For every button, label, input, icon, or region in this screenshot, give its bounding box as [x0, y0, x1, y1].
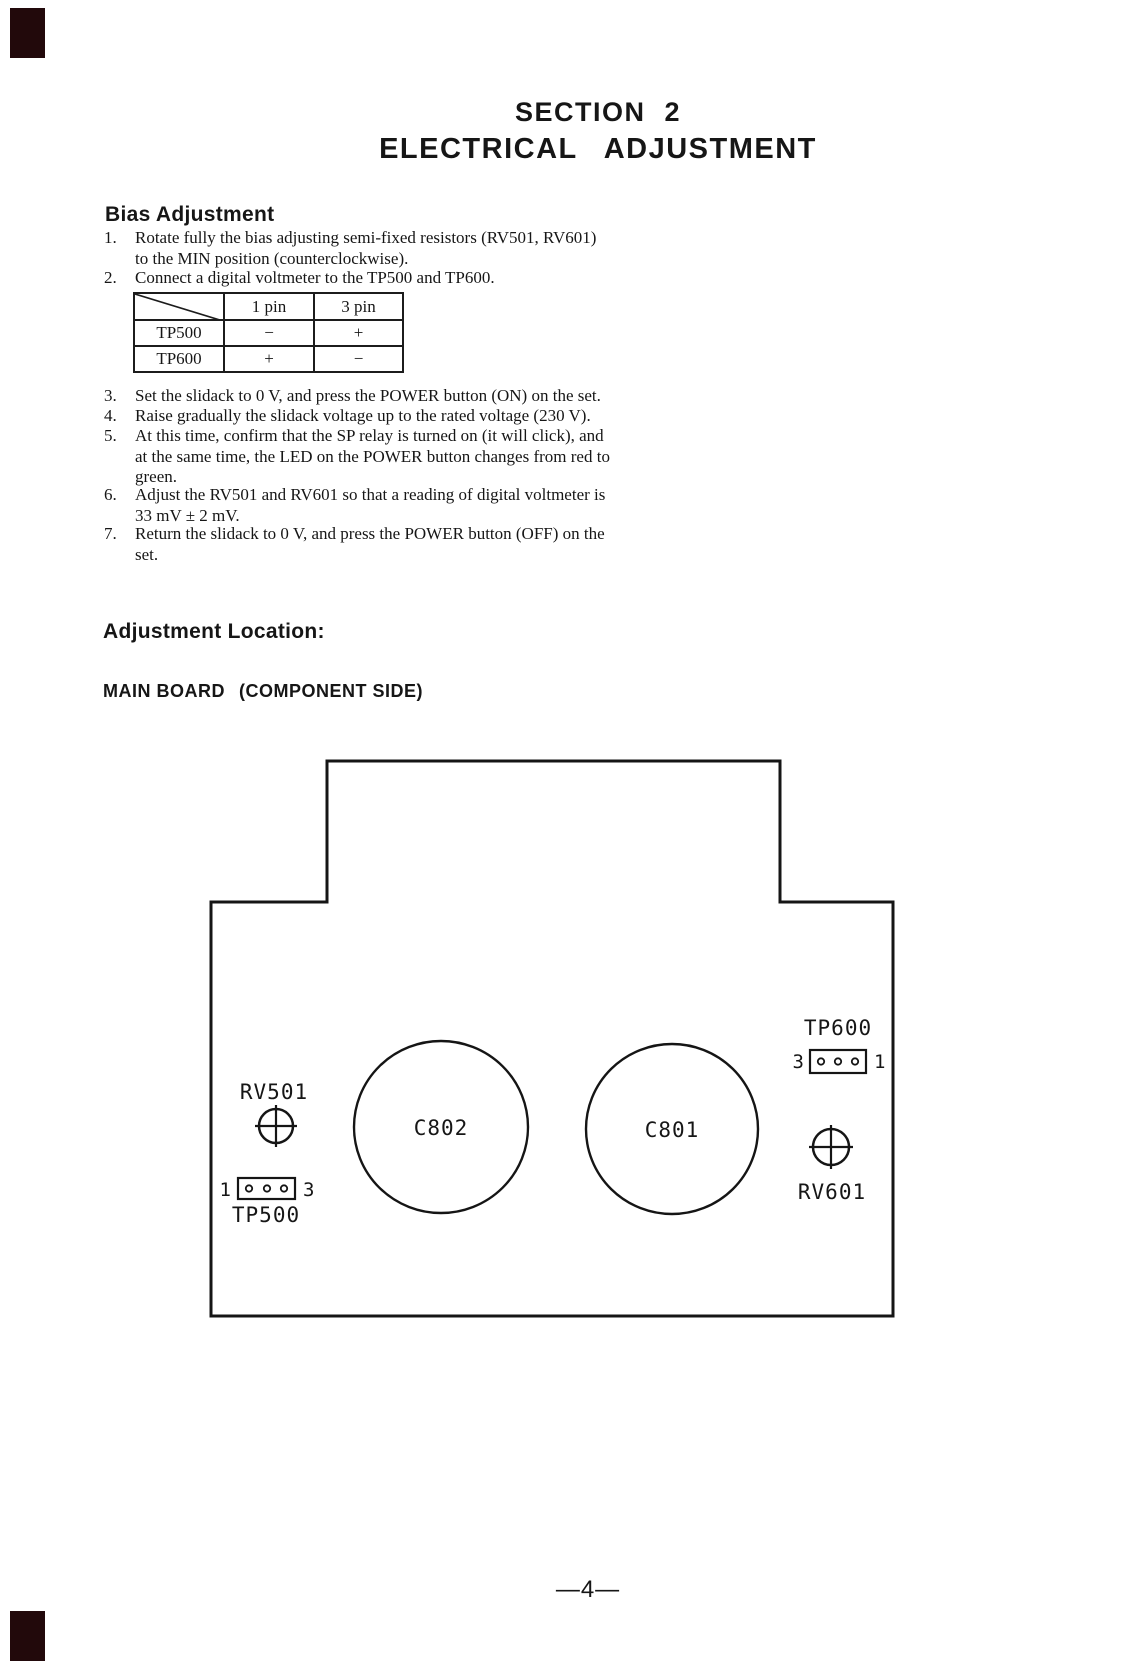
section-title: SECTION 2 [514, 97, 682, 127]
table-row-name: TP600 [134, 346, 224, 372]
step-line: set. [135, 544, 159, 564]
c802-capacitor [354, 1041, 528, 1213]
step-line: Adjust the RV501 and RV601 so that a reading of digital voltmeter is [135, 485, 606, 504]
rv601-label: RV601 [797, 1180, 867, 1204]
table-row [134, 346, 403, 372]
tp600-pin-hole [818, 1058, 824, 1064]
corner-mark-bottom-left [10, 1611, 45, 1661]
section-subtitle: ELECTRICAL ADJUSTMENT [379, 133, 817, 165]
page-number: —4— [555, 1576, 621, 1603]
board-title-side: (COMPONENT SIDE) [239, 681, 424, 701]
tp600-pin-hole [835, 1058, 841, 1064]
step-line: Connect a digital voltmeter to the TP500 and TP600. [135, 268, 495, 287]
step-line: green. [135, 467, 178, 486]
c802-label: C802 [413, 1116, 469, 1140]
board-title-main: MAIN BOARD [103, 681, 225, 701]
tp600-pin3-number: 3 [792, 1051, 804, 1073]
tp500-pin-hole [281, 1185, 287, 1191]
table-row-name: TP500 [134, 320, 224, 346]
rv501-trimmer-icon [255, 1105, 297, 1147]
table-cell: − [314, 346, 403, 372]
tp500-pin1-number: 1 [219, 1179, 231, 1201]
rv501-label: RV501 [239, 1080, 309, 1104]
step-5 [104, 426, 610, 488]
step-line: Set the slidack to 0 V, and press the POWER button (ON) on the set. [135, 386, 601, 405]
tp500-connector [238, 1178, 295, 1199]
step-1 [104, 228, 596, 269]
tp500-pin-hole [246, 1185, 252, 1191]
diagonal-line [135, 294, 223, 321]
step-number: 7. [104, 524, 117, 543]
tp500-label: TP500 [231, 1203, 301, 1227]
step-line: Return the slidack to 0 V, and press the POWER button (OFF) on the [135, 524, 605, 543]
pin-polarity-table [133, 292, 404, 373]
table-cell: + [314, 320, 403, 346]
step-number: 4. [104, 406, 117, 425]
step-6 [104, 485, 605, 526]
step-4 [104, 406, 591, 427]
table-cell: + [224, 346, 314, 372]
tp600-pin1-number: 1 [874, 1051, 886, 1073]
adjustment-location-heading: Adjustment Location: [103, 620, 325, 643]
step-line: Rotate fully the bias adjusting semi-fixed resistors (RV501, RV601) [135, 228, 597, 247]
table-cell: − [224, 320, 314, 346]
bias-adjustment-heading: Bias Adjustment [105, 203, 275, 226]
tp600-connector [810, 1050, 866, 1073]
table-diagonal-cell [134, 293, 224, 320]
step-line: to the MIN position (counterclockwise). [135, 248, 409, 268]
corner-mark-top-left [10, 8, 45, 58]
tp600-pin-hole [852, 1058, 858, 1064]
board-title [103, 681, 423, 702]
step-number: 5. [104, 426, 117, 445]
table-header-1pin: 1 pin [224, 293, 314, 320]
step-line: 33 mV ± 2 mV. [135, 505, 240, 525]
c801-label: C801 [644, 1118, 700, 1142]
tp500-pin3-number: 3 [303, 1179, 315, 1201]
tp600-label: TP600 [803, 1016, 873, 1040]
table-row [134, 320, 403, 346]
step-line: At this time, confirm that the SP relay is turned on (it will click), and [135, 426, 604, 445]
step-7 [104, 524, 605, 565]
step-number: 2. [104, 268, 117, 287]
table-header-3pin: 3 pin [314, 293, 403, 320]
step-number: 3. [104, 386, 117, 405]
rv601-trimmer-icon [809, 1125, 853, 1169]
step-3 [104, 386, 601, 407]
step-number: 1. [104, 228, 117, 247]
step-number: 6. [104, 485, 117, 504]
c801-capacitor [586, 1044, 758, 1214]
step-line: at the same time, the LED on the POWER button changes from red to [135, 446, 610, 466]
step-line: Raise gradually the slidack voltage up to the rated voltage (230 V). [135, 406, 591, 425]
step-2 [104, 268, 495, 289]
board-outline [211, 761, 893, 1316]
tp500-pin-hole [264, 1185, 270, 1191]
